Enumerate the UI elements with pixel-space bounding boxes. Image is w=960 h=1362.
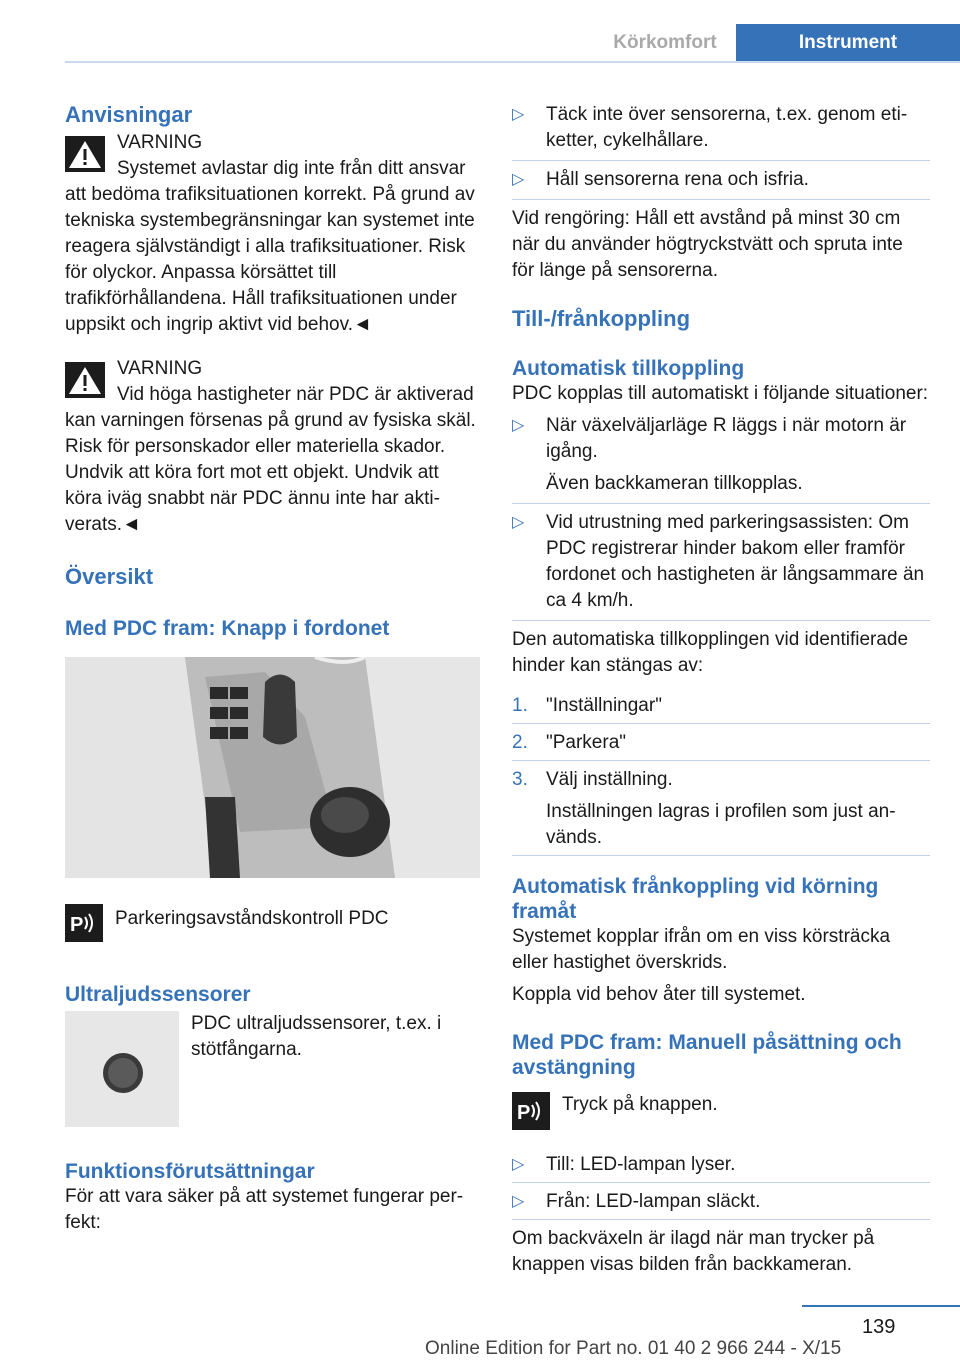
step-text: "Parkera" [546,732,627,753]
heading-till-frankoppling: Till-/frånkoppling [512,306,691,331]
warning-block-2 [65,354,480,538]
list-item [512,1152,930,1183]
left-column [65,102,480,1236]
tab-korkomfort[interactable]: Körkomfort [613,32,717,53]
bullet-text: Från: LED-lampan släckt. [546,1191,761,1212]
heading-funktionsforutsattningar: Funktionsförutsättningar [65,1160,315,1183]
manuell-text: Tryck på knappen. [562,1094,718,1115]
step-number: 1. [512,695,528,716]
header-rule [65,61,960,63]
manuell-block [512,1088,930,1124]
funktion-text: För att vara säker på att systemet fungerar perfekt: [65,1186,464,1233]
heading-manuell: Med PDC fram: Manuell påsättning och avstängning [512,1031,902,1079]
auto-fran-text-2: Koppla vid behov åter till systemet. [512,984,806,1005]
heading-automatisk-frankoppling: Automatisk frånkoppling vid körning framåt [512,875,879,923]
list-item [512,413,930,504]
list-item [512,693,930,724]
heading-oversikt: Översikt [65,564,154,589]
svg-text:P: P [517,1102,531,1124]
warning-block-1 [65,128,480,338]
bullet-text: Täck inte över sensorerna, t.ex. genom etiketter, cykelhållare. [546,104,908,151]
heading-automatisk-tillkoppling: Automatisk tillkoppling [512,357,745,380]
bullet-triangle-icon: ▷ [512,106,525,123]
warning-2-title: VARNING [117,358,203,379]
rengoring-text: Vid rengöring: Håll ett avstånd på minst 30 cm när du använder högtryckstvätt och spruta inte för länge på sensorerna. [512,208,903,281]
edition-footer: Online Edition for Part no. 01 40 2 966 244 - X/15 [425,1338,842,1359]
list-item [512,167,930,200]
bullet-triangle-icon: ▷ [512,1156,525,1173]
center-console-illustration [65,657,480,878]
bullet-triangle-icon: ▷ [512,1193,525,1210]
warning-2-text: Vid höga hastigheter när PDC är aktiverad kan varningen försenas på grund av fysiska skäl. Risk för personskador eller materiella skador. Undvik att köra fort mot ett objekt. Undvik att köra iväg snabbt när PDC ännu inte har aktiverats.◄ [65,384,476,535]
step-text: Välj inställning. [546,769,673,790]
step-subtext: Inställningen lagras i profilen som just används. [546,801,896,848]
warning-triangle-icon [65,136,105,172]
sensor-photo [65,1011,179,1127]
heading-med-pdc-knapp: Med PDC fram: Knapp i fordonet [65,617,390,640]
auto-off-text: Den automatiska tillkopplingen vid identifierade hinder kan stängas av: [512,629,909,676]
step-number: 3. [512,769,528,790]
list-item [512,510,930,621]
step-number: 2. [512,732,528,753]
bullet-triangle-icon: ▷ [512,514,525,531]
warning-1-text: Systemet avlastar dig inte från ditt ansvar att bedöma trafiksituationen korrekt. På grund av tekniska systembegränsningar kan systemet inte reagera självständigt i alla trafiksituationer. Risk för olyckor. Anpassa körsättet till trafikförhållandena. Håll trafiksituationen under uppsikt och ingrip aktivt vid behov.◄ [65,158,475,335]
bullet-text: Vid utrustning med parkeringsassisten: Om PDC registrerar hinder bakom eller framför fordonet och hastigheten är långsammare än ca 4 km/h. [546,512,925,611]
bullet-triangle-icon: ▷ [512,171,525,188]
warning-1-title: VARNING [117,132,203,153]
pdc-button-icon [512,1092,550,1130]
backvaxel-text: Om backväxeln är ilagd när man trycker på knappen visas bilden från backkameran. [512,1228,875,1275]
heading-anvisningar: Anvisningar [65,102,193,127]
right-column [512,102,930,1278]
pdc-caption-block [65,898,480,936]
pdc-caption: Parkeringsavståndskontroll PDC [115,908,389,929]
bullet-triangle-icon: ▷ [512,417,525,434]
list-item [512,730,930,761]
ultra-text: PDC ultraljudssensorer, t.ex. i stötfångarna. [191,1013,442,1060]
bullet-text: Till: LED-lampan lyser. [546,1154,736,1175]
console-photo [65,657,480,878]
heading-ultraljudssensorer: Ultraljudssensorer [65,983,251,1006]
ultra-block [65,1011,480,1063]
page-number: 139 [862,1316,896,1338]
footer-rule [802,1305,960,1307]
tab-instrument[interactable]: Instrument [736,24,960,62]
list-item [512,102,930,161]
list-item [512,767,930,856]
bullet-text: När växelväljarläge R läggs i när motorn är igång. [546,415,907,462]
bullet-subtext: Även backkameran tillkopplas. [546,473,803,494]
svg-text:P: P [70,914,84,936]
list-item [512,1189,930,1220]
auto-fran-text-1: Systemet kopplar ifrån om en viss körsträcka eller hastighet överskrids. [512,926,891,973]
auto-till-text: PDC kopplas till automatiskt i följande situationer: [512,383,929,404]
bullet-text: Håll sensorerna rena och isfria. [546,169,809,190]
pdc-button-icon [65,904,103,942]
step-text: "Inställningar" [546,695,662,716]
warning-triangle-icon [65,362,105,398]
